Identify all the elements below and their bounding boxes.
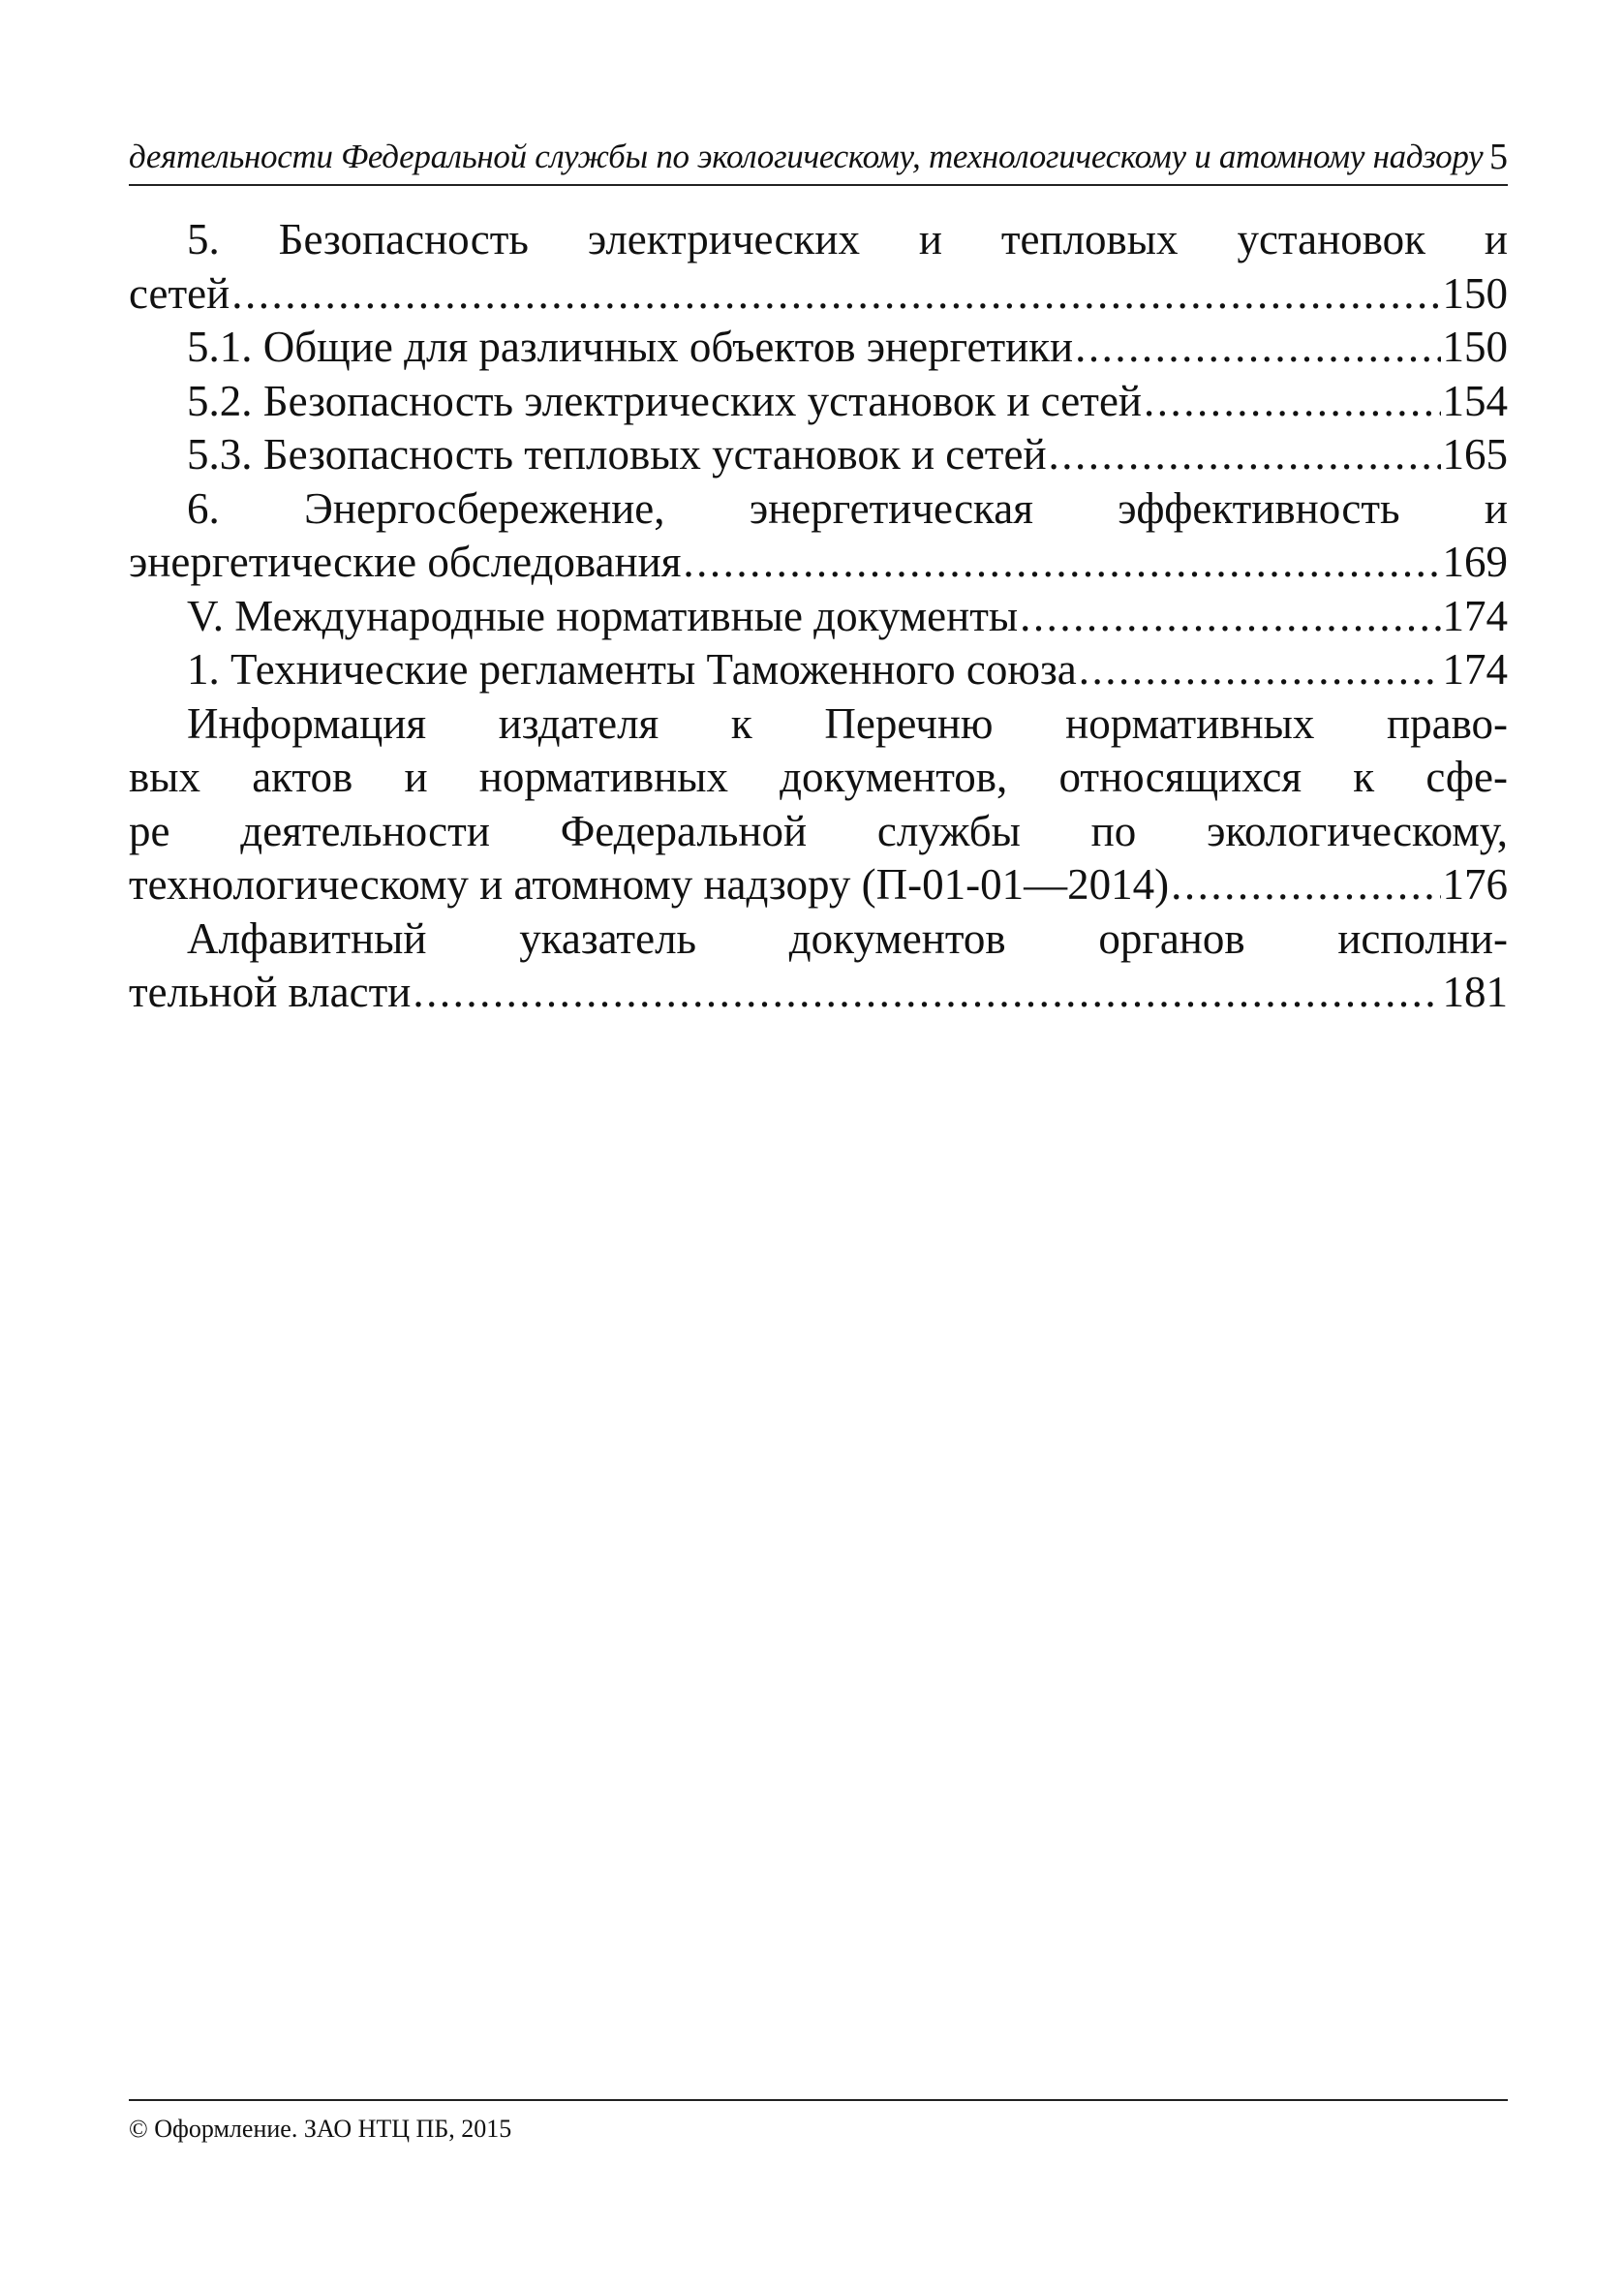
toc-page-number: 174 <box>1442 645 1508 694</box>
toc-entry-leader-line <box>129 858 1508 912</box>
toc-entry-text: 5.1. Общие для различных объектов энергетики <box>187 323 1074 371</box>
toc-page-number: 154 <box>1442 376 1508 425</box>
toc-entry <box>129 590 1508 644</box>
toc-entry <box>129 912 1508 1020</box>
toc-entry-leader-line <box>129 966 1508 1020</box>
toc-page-number: 150 <box>1442 323 1508 371</box>
running-head <box>129 136 1508 186</box>
toc-entry <box>129 213 1508 321</box>
toc-page-number: 174 <box>1442 591 1508 640</box>
toc-entry-line: вых актов и нормативных документов, относящихся к сфе- <box>129 753 1508 801</box>
toc-page-number: 150 <box>1442 268 1508 318</box>
toc-entry <box>129 697 1508 912</box>
toc-entry-text: технологическому и атомному надзору (П-01-01—2014) <box>129 860 1170 909</box>
toc-entry <box>129 482 1508 590</box>
dot-leader <box>1020 590 1440 644</box>
dot-leader <box>1171 858 1440 912</box>
dot-leader <box>1144 375 1440 429</box>
toc-page-number: 176 <box>1442 860 1508 909</box>
running-title: деятельности Федеральной службы по экологическому, технологическому и атомному надзору <box>129 138 1484 175</box>
toc-entry-leader-line <box>129 321 1508 375</box>
toc-entry-text: 5.3. Безопасность тепловых установок и сетей <box>187 430 1047 479</box>
dot-leader <box>683 536 1440 590</box>
copyright-notice: © Оформление. ЗАО НТЦ ПБ, 2015 <box>129 2115 512 2143</box>
toc-entry-line: ре деятельности Федеральной службы по экологическому, <box>129 806 1508 855</box>
toc-entry-line: Алфавитный указатель документов органов исполни- <box>187 913 1508 963</box>
table-of-contents <box>129 213 1508 1020</box>
dot-leader <box>1079 643 1441 697</box>
toc-entry-leader-line <box>129 643 1508 697</box>
toc-page-number: 181 <box>1442 968 1508 1016</box>
toc-entry <box>129 321 1508 375</box>
toc-entry-leader-line <box>129 267 1508 322</box>
toc-entry <box>129 428 1508 482</box>
dot-leader <box>1049 428 1441 482</box>
toc-entry-leader-line <box>129 428 1508 482</box>
page-number: 5 <box>1489 137 1508 177</box>
dot-leader <box>413 966 1440 1020</box>
toc-entry-leader-line <box>129 536 1508 590</box>
toc-entry-text: 1. Технические регламенты Таможенного союза <box>187 645 1077 694</box>
toc-entry-text: тельной власти <box>129 968 412 1016</box>
toc-entry-text: 5.2. Безопасность электрических установок и сетей <box>187 376 1143 425</box>
dot-leader <box>231 267 1440 322</box>
toc-page-number: 169 <box>1442 538 1508 586</box>
footer <box>129 2099 1508 2144</box>
toc-entry-line: 5. Безопасность электрических и тепловых установок и <box>187 215 1508 263</box>
toc-entry-text: V. Международные нормативные документы <box>187 591 1019 640</box>
toc-entry-leader-line <box>129 590 1508 644</box>
toc-entry <box>129 375 1508 429</box>
toc-entry-line: Информация издателя к Перечню нормативных право- <box>187 698 1508 748</box>
toc-entry-line: 6. Энергосбережение, энергетическая эффективность и <box>187 483 1508 533</box>
toc-entry-leader-line <box>129 375 1508 429</box>
toc-entry <box>129 643 1508 697</box>
dot-leader <box>1075 321 1440 375</box>
toc-entry-text: сетей <box>129 268 230 318</box>
toc-entry-text: энергетические обследования <box>129 538 682 586</box>
toc-page-number: 165 <box>1442 430 1508 479</box>
